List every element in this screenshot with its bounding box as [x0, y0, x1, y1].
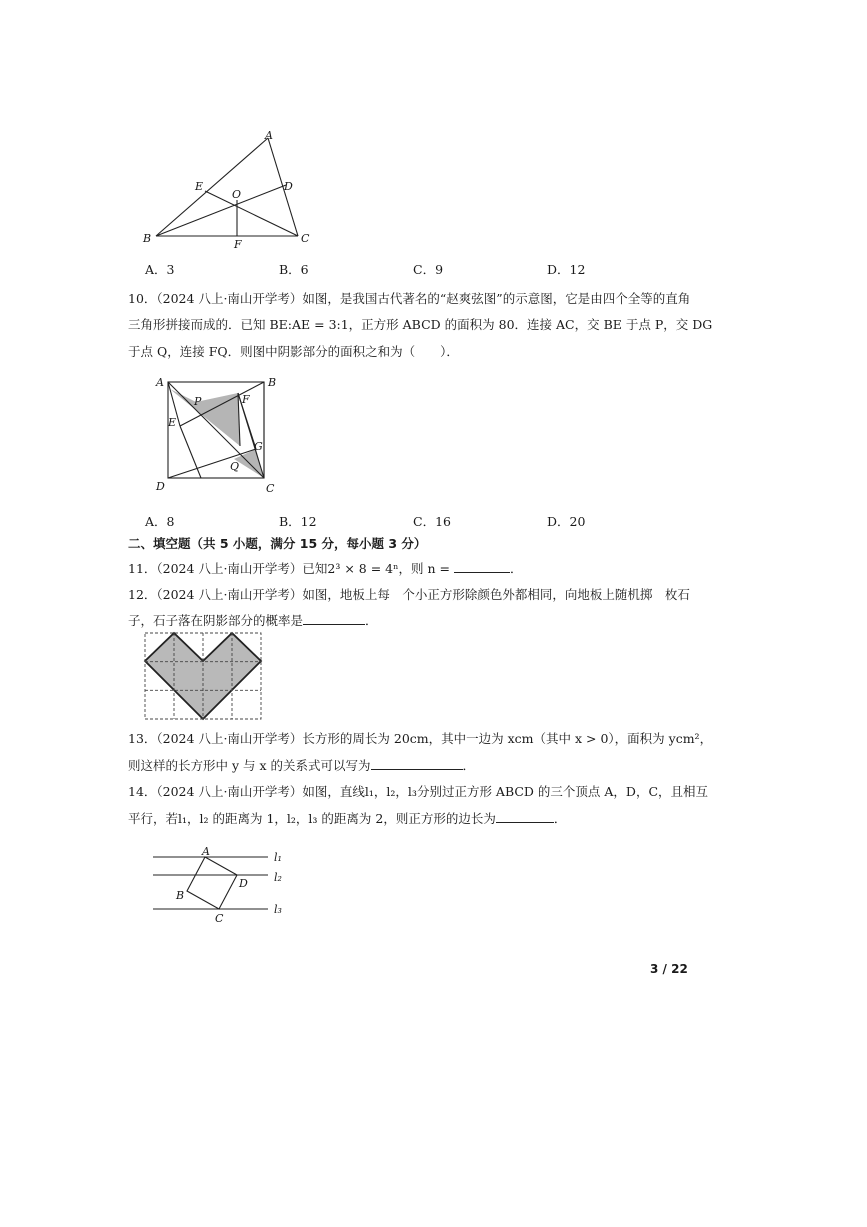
q9-option-d: D．12	[547, 262, 586, 277]
q10-line2: 三角形拼接而成的．已知 BE:AE = 3:1，正方形 ABCD 的面积为 80．连接 AC，交 BE 于点 P，交 DG	[128, 317, 713, 332]
q11-answer-blank	[454, 560, 510, 573]
label-O: O	[232, 188, 242, 201]
label-F: F	[242, 393, 250, 406]
label-Q: Q	[230, 460, 240, 473]
q12-line2: 子，石子落在阴影部分的概率是	[128, 613, 304, 628]
heart-grid-figure-q12	[140, 630, 266, 726]
label-C: C	[215, 912, 224, 925]
q9-option-a: A．3	[145, 262, 175, 277]
q13-line1: 13．（2024 八上·南山开学考）长方形的周长为 20cm，其中一边为 xcm（其中 x > 0），面积为 ycm²，	[128, 731, 713, 746]
label-C: C	[301, 232, 310, 245]
label-l3: l₃	[274, 903, 282, 916]
q11-line	[128, 559, 523, 577]
label-B: B	[176, 889, 185, 902]
q13-answer-blank	[371, 757, 463, 770]
label-P: P	[194, 395, 202, 408]
parallel-lines-figure-q14	[150, 843, 295, 928]
q14-end: ．	[553, 811, 567, 826]
zhao-shuang-figure-q10	[150, 372, 285, 497]
label-C: C	[266, 482, 275, 495]
q12-line2-row	[128, 611, 378, 629]
q13-end: ．	[462, 758, 476, 773]
label-B: B	[143, 232, 152, 245]
label-l1: l₁	[274, 851, 282, 864]
q11-text: 11．（2024 八上·南山开学考）已知2³ × 8 = 4ⁿ，则 n =	[128, 561, 454, 576]
label-l2: l₂	[274, 871, 282, 884]
q9-option-b: B．6	[279, 262, 309, 277]
label-F: F	[234, 238, 242, 250]
q10-option-a: A．8	[145, 514, 175, 529]
triangle-figure-q9	[140, 128, 320, 250]
q12-end: ．	[365, 613, 378, 628]
q12-line1: 12．（2024 八上·南山开学考）如图，地板上每 个小正方形除颜色外都相同，向地板上随机掷 枚石	[128, 587, 690, 602]
section-title: 二、填空题（共 5 小题，满分 15 分，每小题 3 分）	[128, 536, 427, 551]
label-D: D	[156, 480, 165, 493]
q10-option-c: C．16	[413, 514, 451, 529]
q13-line2-row	[128, 756, 475, 774]
q13-line2: 则这样的长方形中 y 与 x 的关系式可以写为	[128, 758, 371, 773]
q10-option-d: D．20	[547, 514, 586, 529]
q14-line2-row	[128, 809, 566, 827]
label-D: D	[284, 180, 293, 193]
label-B: B	[268, 376, 277, 389]
page-number: 3 / 22	[650, 962, 688, 976]
q11-end: ．	[509, 561, 523, 576]
label-E: E	[195, 180, 204, 193]
label-A: A	[156, 376, 164, 389]
q14-line1: 14．（2024 八上·南山开学考）如图，直线l₁，l₂，l₃分别过正方形 ABCD 的三个顶点 A，D，C，且相互	[128, 784, 709, 799]
q10-line3: 于点 Q，连接 FQ．则图中阴影部分的面积之和为（ ）．	[128, 344, 459, 359]
q12-answer-blank	[303, 612, 365, 625]
q14-line2: 平行，若l₁，l₂ 的距离为 1，l₂，l₃ 的距离为 2，则正方形的边长为	[128, 811, 496, 826]
label-A: A	[265, 129, 273, 142]
label-A: A	[202, 845, 210, 858]
label-D: D	[239, 877, 248, 890]
q10-line1: 10．（2024 八上·南山开学考）如图，是我国古代著名的“赵爽弦图”的示意图，它是由四个全等的直角	[128, 291, 691, 306]
q9-option-c: C．9	[413, 262, 444, 277]
label-E: E	[168, 416, 177, 429]
q10-option-b: B．12	[279, 514, 317, 529]
q14-answer-blank	[496, 810, 554, 823]
label-G: G	[254, 440, 263, 453]
